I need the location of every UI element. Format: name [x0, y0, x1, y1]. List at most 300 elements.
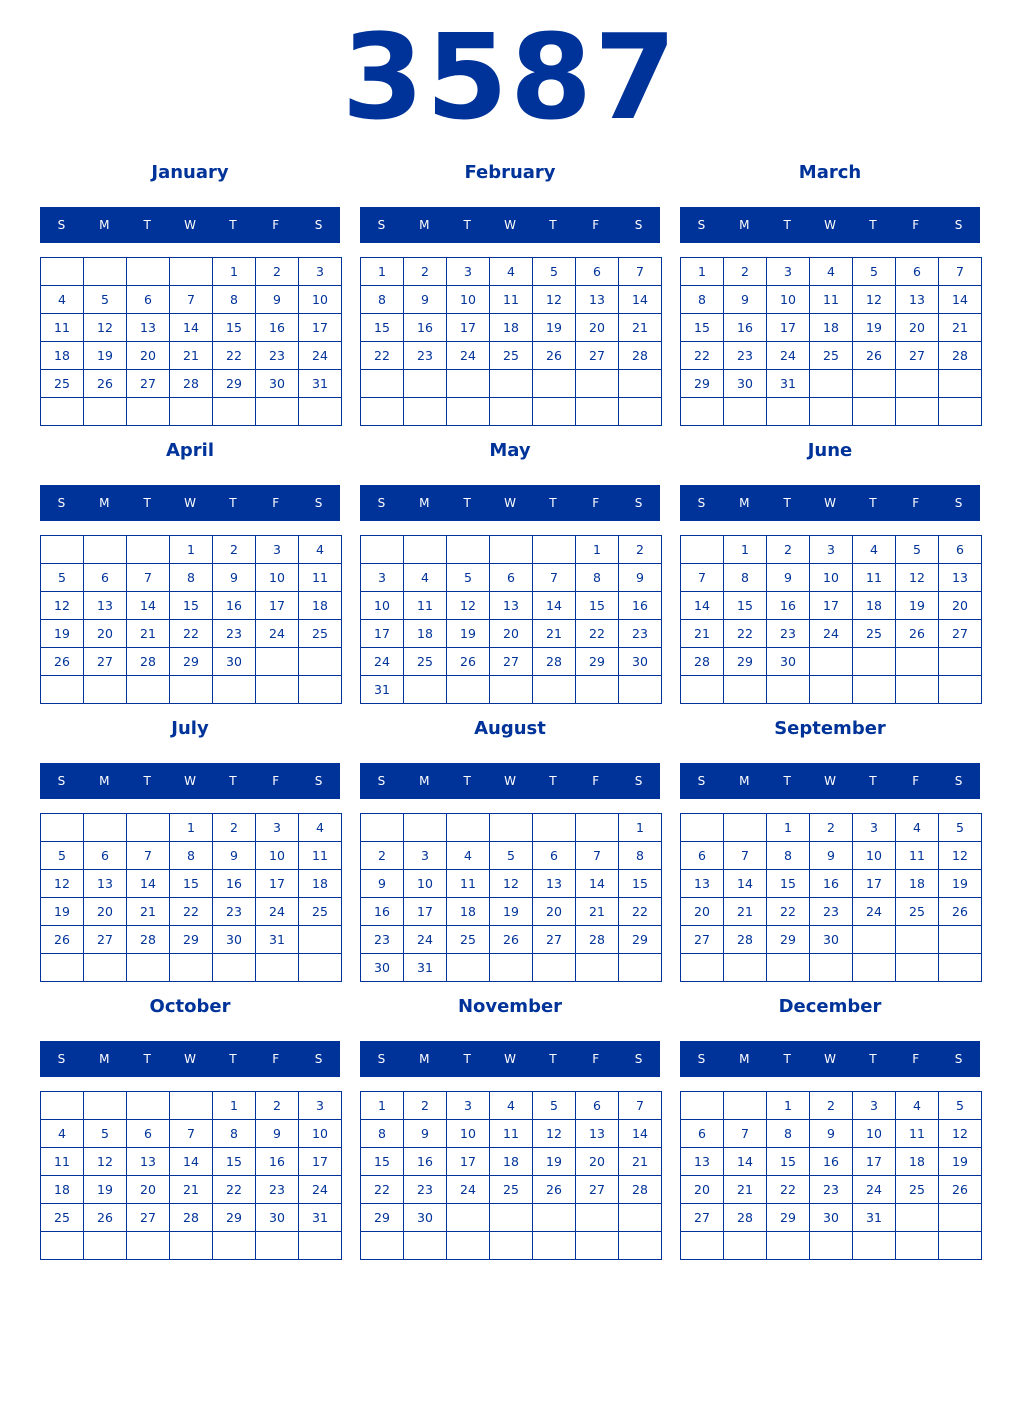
empty-day-cell [361, 398, 404, 426]
day-cell: 18 [490, 314, 533, 342]
day-cell: 25 [810, 342, 853, 370]
empty-day-cell [490, 536, 533, 564]
day-cell: 20 [576, 314, 619, 342]
day-cell: 22 [213, 342, 256, 370]
day-cell: 18 [490, 1148, 533, 1176]
weekday-label: F [912, 1052, 920, 1066]
day-cell: 8 [724, 564, 767, 592]
weekday-label: W [184, 1052, 196, 1066]
empty-day-cell [299, 954, 342, 982]
day-cell: 14 [127, 870, 170, 898]
day-cell: 29 [213, 1204, 256, 1232]
day-cell: 5 [939, 1092, 982, 1120]
day-cell: 16 [810, 870, 853, 898]
weekday-label: S [954, 1052, 963, 1066]
day-cell: 30 [767, 648, 810, 676]
empty-day-cell [896, 1204, 939, 1232]
day-cell: 21 [724, 898, 767, 926]
day-cell: 14 [681, 592, 724, 620]
day-cell: 9 [256, 1120, 299, 1148]
day-cell: 22 [170, 620, 213, 648]
day-cell: 30 [256, 370, 299, 398]
empty-day-cell [170, 398, 213, 426]
empty-day-cell [256, 648, 299, 676]
day-cell: 1 [681, 258, 724, 286]
day-cell: 23 [810, 1176, 853, 1204]
day-cell: 4 [299, 536, 342, 564]
day-cell: 29 [213, 370, 256, 398]
day-cell: 16 [361, 898, 404, 926]
weekday-label: F [272, 774, 280, 788]
day-cell: 6 [681, 842, 724, 870]
day-cell: 18 [299, 592, 342, 620]
day-cell: 5 [533, 258, 576, 286]
empty-day-cell [576, 676, 619, 704]
weekday-label: S [634, 496, 643, 510]
day-cell: 4 [490, 258, 533, 286]
day-cell: 6 [576, 258, 619, 286]
day-cell: 2 [404, 258, 447, 286]
day-cell: 28 [127, 926, 170, 954]
day-cell: 20 [576, 1148, 619, 1176]
day-cell: 3 [853, 1092, 896, 1120]
day-cell: 17 [256, 592, 299, 620]
month-name: July [171, 718, 209, 739]
day-cell: 1 [170, 814, 213, 842]
day-cell: 17 [299, 1148, 342, 1176]
weekday-label: T [229, 496, 237, 510]
empty-day-cell [853, 370, 896, 398]
empty-day-cell [404, 814, 447, 842]
weekday-label: F [592, 774, 600, 788]
empty-day-cell [490, 814, 533, 842]
empty-day-cell [361, 536, 404, 564]
empty-day-cell [41, 676, 84, 704]
empty-day-cell [896, 1232, 939, 1260]
weekday-label: M [99, 1052, 110, 1066]
day-cell: 15 [576, 592, 619, 620]
empty-day-cell [84, 814, 127, 842]
day-cell: 3 [447, 258, 490, 286]
day-cell: 13 [127, 314, 170, 342]
day-cell: 15 [213, 314, 256, 342]
day-cell: 5 [41, 564, 84, 592]
day-cell: 30 [810, 926, 853, 954]
day-cell: 7 [939, 258, 982, 286]
day-cell: 10 [256, 842, 299, 870]
empty-day-cell [127, 398, 170, 426]
weekday-label: S [314, 1052, 323, 1066]
day-cell: 18 [896, 870, 939, 898]
day-cell: 14 [170, 1148, 213, 1176]
empty-day-cell [896, 370, 939, 398]
day-cell: 22 [681, 342, 724, 370]
day-cell: 13 [939, 564, 982, 592]
day-cell: 28 [939, 342, 982, 370]
day-cell: 24 [256, 620, 299, 648]
day-cell: 23 [213, 620, 256, 648]
empty-day-cell [724, 1092, 767, 1120]
empty-day-cell [127, 1092, 170, 1120]
month-december [680, 990, 980, 1260]
empty-day-cell [84, 676, 127, 704]
empty-day-cell [533, 814, 576, 842]
day-cell: 16 [213, 870, 256, 898]
day-cell: 10 [404, 870, 447, 898]
day-cell: 18 [896, 1148, 939, 1176]
day-cell: 26 [84, 370, 127, 398]
day-cell: 7 [170, 286, 213, 314]
day-cell: 9 [619, 564, 662, 592]
empty-day-cell [127, 536, 170, 564]
month-january [40, 156, 340, 426]
day-grid [680, 257, 982, 426]
day-cell: 24 [853, 1176, 896, 1204]
day-cell: 29 [361, 1204, 404, 1232]
day-cell: 10 [299, 1120, 342, 1148]
day-cell: 13 [84, 870, 127, 898]
empty-day-cell [767, 1232, 810, 1260]
day-grid [40, 1091, 342, 1260]
day-cell: 28 [170, 1204, 213, 1232]
empty-day-cell [170, 1092, 213, 1120]
empty-day-cell [767, 398, 810, 426]
month-august [360, 712, 660, 982]
day-cell: 13 [533, 870, 576, 898]
month-name: September [774, 718, 886, 739]
weekday-label: T [229, 1052, 237, 1066]
day-grid [680, 1091, 982, 1260]
empty-day-cell [896, 676, 939, 704]
empty-day-cell [490, 1232, 533, 1260]
day-cell: 12 [41, 870, 84, 898]
month-name: October [149, 996, 231, 1017]
day-cell: 20 [127, 1176, 170, 1204]
weekday-label: S [314, 496, 323, 510]
empty-day-cell [533, 954, 576, 982]
day-cell: 24 [299, 1176, 342, 1204]
day-cell: 6 [127, 1120, 170, 1148]
day-cell: 3 [361, 564, 404, 592]
day-cell: 23 [619, 620, 662, 648]
weekday-label: S [377, 218, 386, 232]
weekday-header [40, 1041, 340, 1077]
day-cell: 2 [619, 536, 662, 564]
day-cell: 16 [256, 1148, 299, 1176]
empty-day-cell [810, 676, 853, 704]
day-cell: 30 [810, 1204, 853, 1232]
day-cell: 7 [127, 842, 170, 870]
weekday-label: S [697, 496, 706, 510]
empty-day-cell [84, 1232, 127, 1260]
weekday-header [680, 763, 980, 799]
day-cell: 19 [939, 870, 982, 898]
day-cell: 17 [853, 870, 896, 898]
day-cell: 4 [853, 536, 896, 564]
weekday-label: W [184, 496, 196, 510]
day-cell: 4 [299, 814, 342, 842]
day-cell: 16 [404, 1148, 447, 1176]
day-cell: 15 [170, 870, 213, 898]
empty-day-cell [447, 398, 490, 426]
day-cell: 14 [939, 286, 982, 314]
empty-day-cell [447, 814, 490, 842]
month-name: March [798, 162, 862, 183]
empty-day-cell [84, 954, 127, 982]
empty-day-cell [404, 536, 447, 564]
day-cell: 21 [724, 1176, 767, 1204]
weekday-label: W [504, 1052, 516, 1066]
empty-day-cell [404, 1232, 447, 1260]
day-cell: 11 [299, 564, 342, 592]
day-cell: 10 [299, 286, 342, 314]
weekday-label: F [592, 1052, 600, 1066]
empty-day-cell [447, 1204, 490, 1232]
day-cell: 12 [490, 870, 533, 898]
empty-day-cell [361, 814, 404, 842]
day-cell: 12 [533, 286, 576, 314]
day-cell: 30 [619, 648, 662, 676]
weekday-label: T [463, 496, 471, 510]
day-cell: 1 [724, 536, 767, 564]
day-cell: 8 [767, 1120, 810, 1148]
month-name: August [474, 718, 546, 739]
day-cell: 11 [896, 842, 939, 870]
day-cell: 29 [170, 926, 213, 954]
weekday-label: M [739, 218, 750, 232]
day-cell: 3 [447, 1092, 490, 1120]
weekday-label: S [377, 496, 386, 510]
day-cell: 25 [41, 1204, 84, 1232]
empty-day-cell [853, 398, 896, 426]
empty-day-cell [490, 398, 533, 426]
day-cell: 15 [619, 870, 662, 898]
day-cell: 17 [256, 870, 299, 898]
month-march [680, 156, 980, 426]
day-cell: 30 [213, 648, 256, 676]
day-cell: 5 [447, 564, 490, 592]
day-cell: 18 [404, 620, 447, 648]
day-cell: 6 [896, 258, 939, 286]
month-november [360, 990, 660, 1260]
day-cell: 18 [853, 592, 896, 620]
weekday-label: W [504, 774, 516, 788]
day-cell: 6 [576, 1092, 619, 1120]
day-cell: 22 [361, 342, 404, 370]
day-cell: 18 [41, 342, 84, 370]
day-cell: 26 [490, 926, 533, 954]
empty-day-cell [84, 1092, 127, 1120]
empty-day-cell [170, 954, 213, 982]
empty-day-cell [939, 1204, 982, 1232]
weekday-header [680, 1041, 980, 1077]
day-cell: 14 [170, 314, 213, 342]
day-cell: 19 [84, 342, 127, 370]
day-cell: 11 [404, 592, 447, 620]
empty-day-cell [127, 1232, 170, 1260]
day-cell: 21 [127, 620, 170, 648]
day-cell: 24 [256, 898, 299, 926]
day-cell: 11 [853, 564, 896, 592]
day-cell: 2 [810, 814, 853, 842]
day-cell: 4 [896, 814, 939, 842]
month-name: April [165, 440, 215, 461]
day-cell: 14 [533, 592, 576, 620]
weekday-label: S [697, 218, 706, 232]
day-cell: 5 [896, 536, 939, 564]
day-cell: 22 [170, 898, 213, 926]
day-cell: 22 [767, 1176, 810, 1204]
weekday-label: T [869, 1052, 877, 1066]
weekday-header [680, 207, 980, 243]
empty-day-cell [767, 954, 810, 982]
weekday-label: S [57, 774, 66, 788]
day-cell: 28 [576, 926, 619, 954]
day-cell: 16 [767, 592, 810, 620]
day-cell: 21 [170, 342, 213, 370]
day-cell: 13 [576, 1120, 619, 1148]
day-cell: 29 [767, 1204, 810, 1232]
empty-day-cell [896, 954, 939, 982]
day-cell: 6 [127, 286, 170, 314]
empty-day-cell [213, 1232, 256, 1260]
weekday-label: M [99, 218, 110, 232]
month-july [40, 712, 340, 982]
weekday-label: S [697, 1052, 706, 1066]
day-cell: 11 [299, 842, 342, 870]
weekday-label: T [463, 218, 471, 232]
empty-day-cell [170, 258, 213, 286]
empty-day-cell [939, 398, 982, 426]
weekday-header [360, 763, 660, 799]
day-cell: 10 [361, 592, 404, 620]
day-cell: 10 [447, 286, 490, 314]
day-grid [40, 257, 342, 426]
day-cell: 23 [256, 342, 299, 370]
day-cell: 12 [939, 1120, 982, 1148]
empty-day-cell [853, 926, 896, 954]
empty-day-cell [896, 926, 939, 954]
day-cell: 25 [490, 342, 533, 370]
day-cell: 11 [810, 286, 853, 314]
day-cell: 12 [896, 564, 939, 592]
empty-day-cell [41, 1232, 84, 1260]
day-cell: 5 [84, 1120, 127, 1148]
day-cell: 1 [213, 1092, 256, 1120]
day-cell: 8 [213, 286, 256, 314]
empty-day-cell [681, 814, 724, 842]
weekday-label: T [783, 1052, 791, 1066]
empty-day-cell [490, 954, 533, 982]
day-cell: 1 [619, 814, 662, 842]
day-cell: 26 [533, 342, 576, 370]
day-cell: 31 [767, 370, 810, 398]
day-cell: 14 [576, 870, 619, 898]
weekday-label: T [549, 774, 557, 788]
day-grid [360, 257, 662, 426]
day-cell: 27 [84, 648, 127, 676]
weekday-header [360, 1041, 660, 1077]
day-cell: 3 [299, 1092, 342, 1120]
empty-day-cell [127, 954, 170, 982]
day-cell: 23 [213, 898, 256, 926]
day-cell: 27 [939, 620, 982, 648]
day-cell: 2 [256, 258, 299, 286]
day-cell: 23 [404, 1176, 447, 1204]
weekday-label: T [463, 1052, 471, 1066]
empty-day-cell [404, 676, 447, 704]
day-cell: 26 [41, 926, 84, 954]
day-cell: 8 [361, 1120, 404, 1148]
day-cell: 2 [724, 258, 767, 286]
day-cell: 15 [767, 870, 810, 898]
empty-day-cell [213, 676, 256, 704]
day-cell: 29 [619, 926, 662, 954]
empty-day-cell [724, 1232, 767, 1260]
day-cell: 26 [939, 898, 982, 926]
empty-day-cell [576, 1204, 619, 1232]
day-cell: 18 [447, 898, 490, 926]
day-cell: 14 [619, 1120, 662, 1148]
empty-day-cell [619, 954, 662, 982]
day-cell: 20 [84, 898, 127, 926]
day-grid [360, 535, 662, 704]
day-cell: 8 [576, 564, 619, 592]
day-cell: 3 [256, 814, 299, 842]
weekday-label: S [377, 1052, 386, 1066]
weekday-label: F [272, 218, 280, 232]
day-cell: 30 [361, 954, 404, 982]
day-cell: 16 [256, 314, 299, 342]
day-cell: 2 [213, 814, 256, 842]
empty-day-cell [256, 676, 299, 704]
day-cell: 11 [490, 286, 533, 314]
weekday-label: T [229, 218, 237, 232]
empty-day-cell [361, 370, 404, 398]
empty-day-cell [299, 648, 342, 676]
weekday-label: W [824, 496, 836, 510]
day-cell: 20 [681, 1176, 724, 1204]
empty-day-cell [939, 676, 982, 704]
month-name: June [807, 440, 853, 461]
month-june [680, 434, 980, 704]
day-cell: 17 [361, 620, 404, 648]
day-cell: 14 [724, 870, 767, 898]
day-cell: 25 [404, 648, 447, 676]
weekday-label: T [143, 218, 151, 232]
empty-day-cell [490, 676, 533, 704]
month-september [680, 712, 980, 982]
day-cell: 3 [256, 536, 299, 564]
day-cell: 20 [896, 314, 939, 342]
day-cell: 16 [810, 1148, 853, 1176]
day-cell: 19 [41, 620, 84, 648]
day-cell: 1 [213, 258, 256, 286]
day-cell: 31 [853, 1204, 896, 1232]
day-cell: 10 [256, 564, 299, 592]
day-cell: 9 [213, 842, 256, 870]
weekday-label: T [229, 774, 237, 788]
day-cell: 3 [853, 814, 896, 842]
day-cell: 21 [619, 314, 662, 342]
day-cell: 26 [84, 1204, 127, 1232]
day-cell: 22 [724, 620, 767, 648]
day-cell: 8 [213, 1120, 256, 1148]
day-cell: 9 [361, 870, 404, 898]
day-cell: 23 [404, 342, 447, 370]
weekday-label: T [549, 496, 557, 510]
empty-day-cell [681, 536, 724, 564]
